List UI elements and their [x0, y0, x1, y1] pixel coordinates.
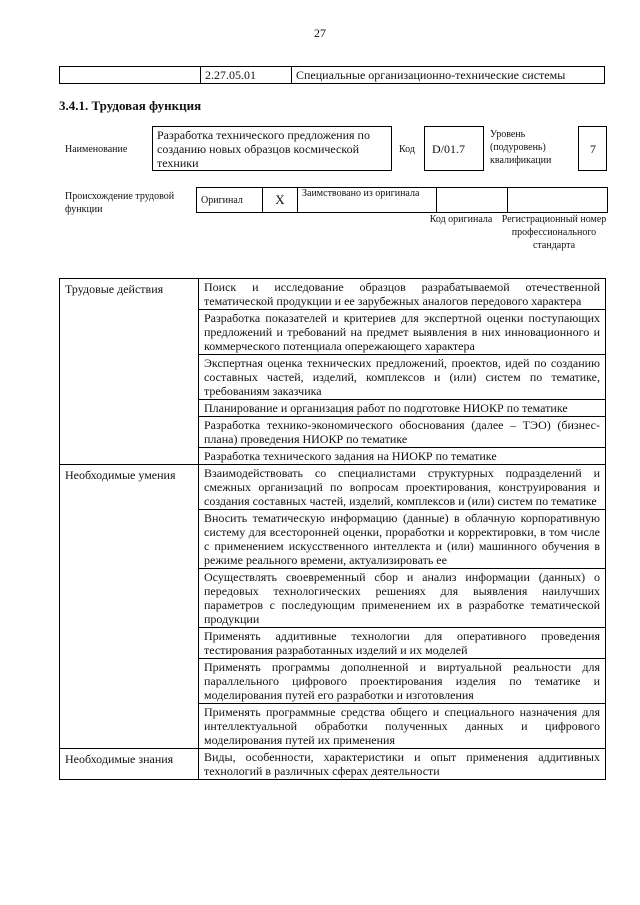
row-label: Необходимые знания — [60, 749, 199, 780]
code-label: Код — [399, 144, 415, 155]
table-cell: Поиск и исследование образцов разрабатываемой отечественной тематической продукции и ее зарубежных аналогов передового характера — [199, 279, 606, 310]
function-code-box: D/01.7 — [424, 126, 484, 171]
table-cell: Виды, особенности, характеристики и опыт применения аддитивных технологий в различных сферах деятельности — [199, 749, 606, 780]
row-label: Необходимые умения — [60, 465, 199, 749]
table-cell: Экспертная оценка технических предложений, проектов, идей по созданию составных частей, изделий, комплексов и (или) систем по тематике, требованиям заказчика — [199, 355, 606, 400]
section-title: 3.4.1. Трудовая функция — [59, 98, 202, 113]
level-label: Уровень (подуровень) квалификации — [490, 129, 552, 166]
table-cell: Осуществлять своевременный сбор и анализ информации (данных) о передовых технологических решениях для выявления наилучших параметров с последующим применением их в разработке тематической продукции — [199, 569, 606, 628]
table-cell: Взаимодействовать со специалистами структурных подразделений и смежных организаций по вопросам проектирования, конструирования и создания составных частей, изделий, комплексов и (или) систем по тематике — [199, 465, 606, 510]
row-label: Трудовые действия — [60, 279, 199, 465]
table-row — [60, 279, 606, 310]
table-row — [60, 465, 606, 510]
table-cell: Планирование и организация работ по подготовке НИОКР по тематике — [199, 400, 606, 417]
table-row — [60, 749, 606, 780]
table-cell: Вносить тематическую информацию (данные) в облачную корпоративную систему для всесторонней оценки, проработки и корректировки, в том числе с применением искусственного интеллекта и (или) машинного обучения в режиме реального времени, актуализировать ее — [199, 510, 606, 569]
profession-header-table — [59, 66, 605, 84]
header-blank-cell — [60, 67, 201, 84]
table-cell: Разработка технического задания на НИОКР по тематике — [199, 448, 606, 465]
original-code-cell — [437, 188, 508, 213]
origin-table — [196, 187, 608, 213]
origin-label: Происхождение трудовой функции — [65, 191, 175, 215]
header-title: Специальные организационно-технические системы — [292, 67, 605, 84]
header-code: 2.27.05.01 — [201, 67, 292, 84]
table-cell: Применять аддитивные технологии для оперативного проведения тестирования разработанных изделий и их моделей — [199, 628, 606, 659]
name-label: Наименование — [65, 144, 128, 155]
function-details-table — [59, 278, 606, 780]
table-cell: Применять программные средства общего и специального назначения для интеллектуальной обработки полученных данных и цифрового моделирования путей их применения — [199, 704, 606, 749]
registration-caption: Регистрационный номер профессионального стандарта — [501, 214, 607, 251]
table-cell: Применять программы дополненной и виртуальной реальности для параллельного цифрового проектирования изделия по тематике и моделирования путей его разработки и изготовления — [199, 659, 606, 704]
registration-number-cell — [508, 188, 608, 213]
borrowed-label: Заимствовано из оригинала — [298, 188, 437, 213]
function-name-box: Разработка технического предложения по созданию новых образцов космической техники — [152, 126, 392, 171]
original-label: Оригинал — [197, 188, 263, 213]
table-cell: Разработка технико-экономического обоснования (далее – ТЭО) (бизнес-плана) проведения НИОКР по тематике — [199, 417, 606, 448]
level-box: 7 — [578, 126, 607, 171]
table-cell: Разработка показателей и критериев для экспертной оценки поступающих предложений и требований на предмет выявления в них инновационного и коммерческого потенциала опережающего характера — [199, 310, 606, 355]
page-number: 27 — [314, 26, 326, 40]
code-caption: Код оригинала — [429, 214, 493, 225]
original-mark: X — [263, 188, 298, 213]
